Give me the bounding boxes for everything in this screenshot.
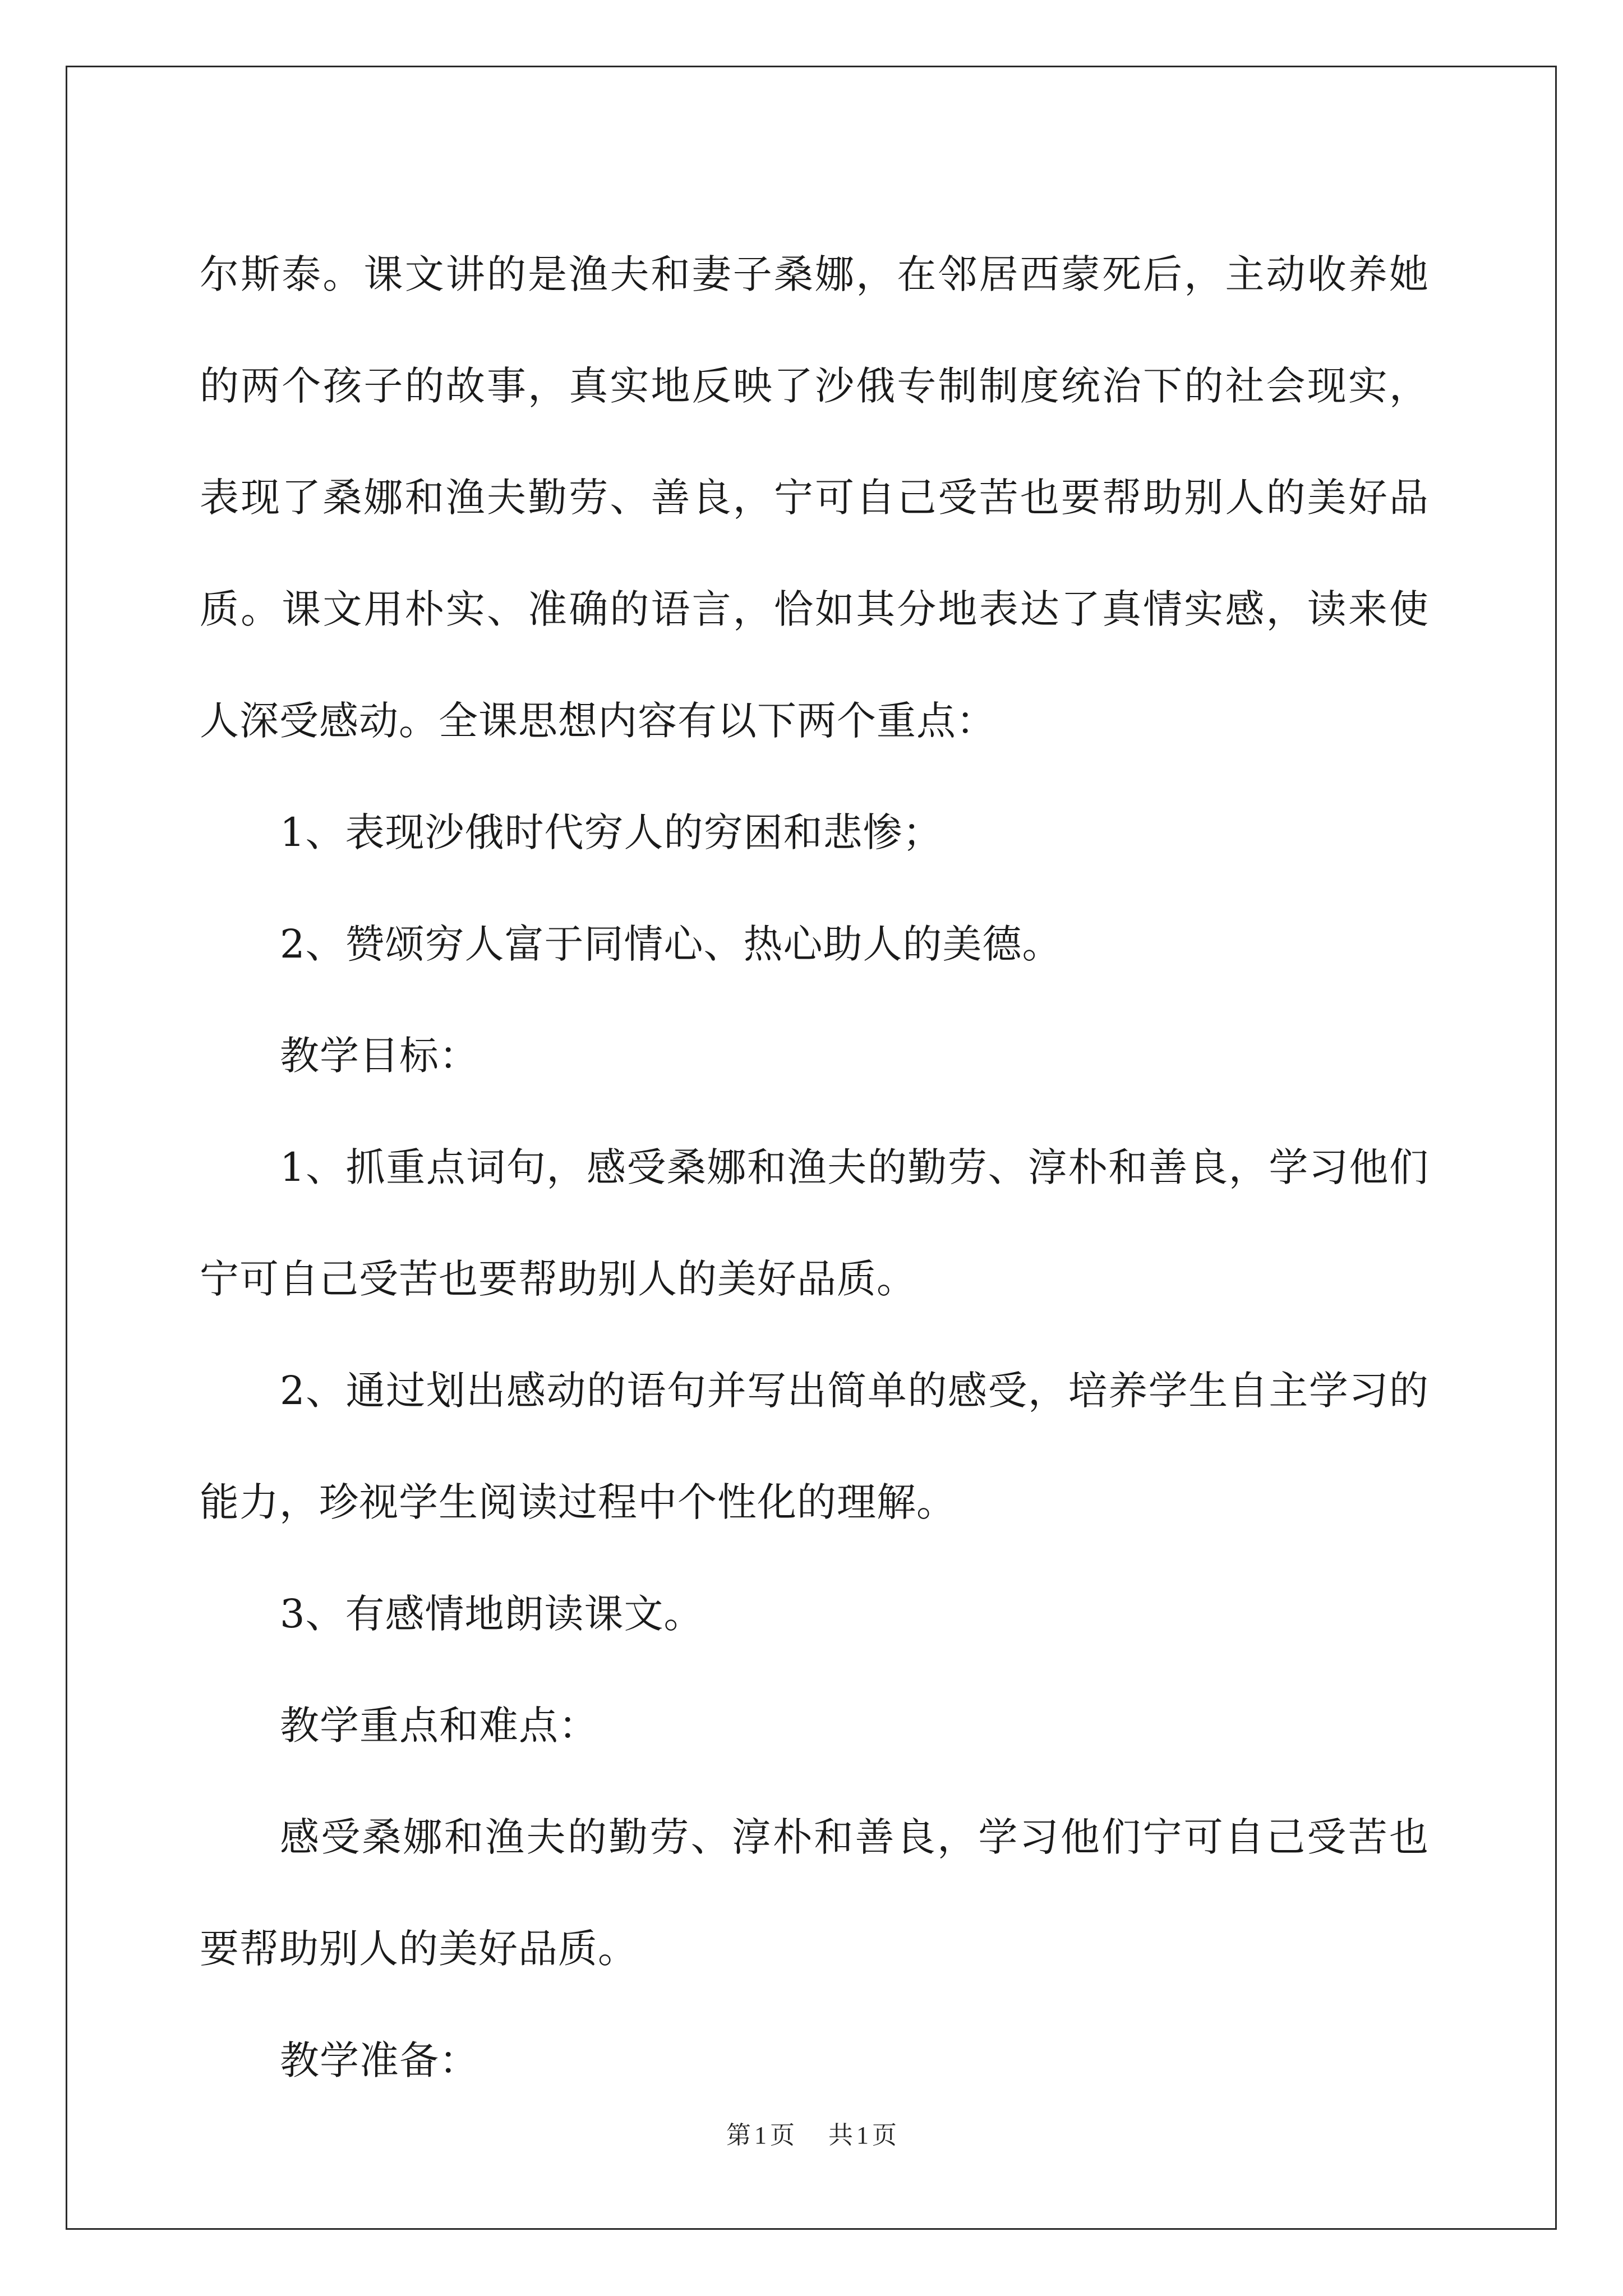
paragraph-intro: 尔斯泰。课文讲的是渔夫和妻子桑娜，在邻居西蒙死后，主动收养她的两个孩子的故事，真实地反映了沙俄专制制度统治下的社会现实，表现了桑娜和渔夫勤劳、善良，宁可自己受苦也要帮助别人的美好品质。课文用朴实、准确的语言，恰如其分地表达了真情实感，读来使人深受感动。全课思想内容有以下两个重点： bbox=[200, 251, 1429, 744]
page-footer bbox=[0, 2115, 1623, 2151]
heading-teaching-goals: 教学目标： bbox=[280, 1033, 479, 1079]
heading-key-difficulties: 教学重点和难点： bbox=[280, 1703, 598, 1749]
paragraph-goal-1: 1、抓重点词句，感受桑娜和渔夫的勤劳、淳朴和善良，学习他们宁可自己受苦也要帮助别人的美好品质。 bbox=[200, 1144, 1429, 1302]
total-prefix: 共 bbox=[828, 2121, 853, 2150]
page-suffix: 页 bbox=[770, 2121, 795, 2150]
page-prefix: 第 bbox=[726, 2121, 751, 2150]
document-body bbox=[200, 219, 1429, 2116]
paragraph-key-difficulties: 感受桑娜和渔夫的勤劳、淳朴和善良，学习他们宁可自己受苦也要帮助别人的美好品质。 bbox=[200, 1814, 1429, 1972]
paragraph-goal-2: 2、通过划出感动的语句并写出简单的感受，培养学生自主学习的能力，珍视学生阅读过程中个性化的理解。 bbox=[200, 1368, 1429, 1525]
total-suffix: 页 bbox=[872, 2121, 897, 2150]
paragraph-key-point-2: 2、赞颂穷人富于同情心、热心助人的美德。 bbox=[280, 921, 1062, 967]
paragraph-key-point-1: 1、表现沙俄时代穷人的穷困和悲惨； bbox=[280, 809, 943, 855]
paragraph-goal-3: 3、有感情地朗读课文。 bbox=[280, 1591, 704, 1637]
total-pages: 1 bbox=[856, 2122, 869, 2149]
heading-teaching-preparation: 教学准备： bbox=[280, 2037, 479, 2083]
page-number: 1 bbox=[754, 2122, 767, 2149]
